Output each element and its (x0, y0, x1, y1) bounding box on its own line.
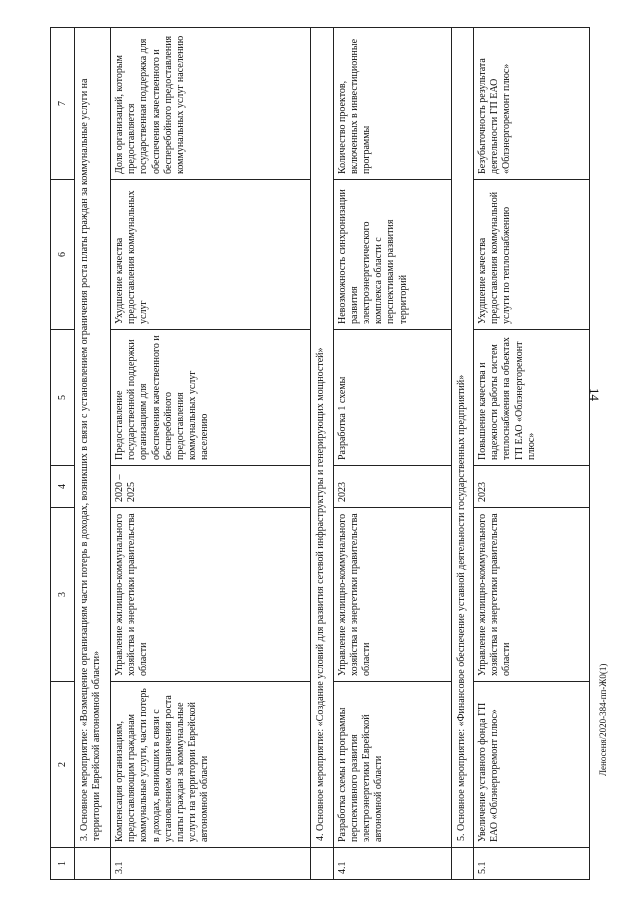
indicator: Доля организаций, которым предоставляется государственная поддержка для обеспечения качественного и бесперебойного предоставления коммунальных услуг населению (111, 28, 311, 180)
consequence: Ухудшение качества предоставления коммунальной услуги по теплоснабжению (474, 180, 590, 330)
row-number: 4.1 (333, 848, 451, 880)
section-title: 3. Основное мероприятие: «Возмещение организациям части потерь в доходах, возникших в связи с установлением ограничения роста платы граждан за коммунальные услуги на территории Еврейской автономной области» (75, 28, 111, 848)
executor: Управление жилищно-коммунального хозяйства и энергетики правительства области (111, 508, 311, 682)
expected-result: Повышение качества и надежности работы систем теплоснабжения на объектах ГП ЕАО «Облэнергоремонт плюс» (474, 330, 590, 466)
rotated-table-wrapper (50, 28, 590, 880)
page-number: 14 (587, 388, 602, 401)
period: 2020 – 2025 (111, 466, 311, 508)
period: 2023 (474, 466, 590, 508)
row-number: 5.1 (474, 848, 590, 880)
row-number: 3.1 (111, 848, 311, 880)
executor: Управление жилищно-коммунального хозяйства и энергетики правительства области (333, 508, 451, 682)
header-cell: 5 (51, 330, 75, 466)
expected-result: Разработка 1 схемы (333, 330, 451, 466)
consequence: Невозможность синхронизации развития электроэнергетического комплекса области с перспективами развития территорий (333, 180, 451, 330)
header-cell: 6 (51, 180, 75, 330)
executor: Управление жилищно-коммунального хозяйства и энергетики правительства области (474, 508, 590, 682)
header-cell: 1 (51, 848, 75, 880)
indicator: Безубыточность результата деятельности ГП ЕАО «Облэнергоремонт плюс» (474, 28, 590, 180)
section-title-row (451, 28, 473, 880)
header-cell: 2 (51, 682, 75, 848)
table-row (474, 28, 590, 880)
header-cell: 4 (51, 466, 75, 508)
measure-name: Разработка схемы и программы перспективного развития электроэнергетики Еврейской автономной области (333, 682, 451, 848)
indicator: Количество проектов, включенных в инвестиционные программы (333, 28, 451, 180)
period: 2023 (333, 466, 451, 508)
header-cell: 3 (51, 508, 75, 682)
consequence: Ухудшение качества предоставления коммунальных услуг (111, 180, 311, 330)
section-title-row (311, 28, 333, 880)
table-row (111, 28, 311, 880)
section-title-row (75, 28, 111, 880)
expected-result: Предоставление государственной поддержки организациям для обеспечения качественного и бесперебойного предоставления коммунальных услуг населению (111, 330, 311, 466)
measure-name: Увеличение уставного фонда ГП ЕАО «Облэнергоремонт плюс» (474, 682, 590, 848)
measure-name: Компенсация организациям, предоставляющим гражданам коммунальные услуги, части потерь в доходах, возникших в связи с установлением ограничения роста платы граждан за коммунальные услуги на территории Еврейской автономной области (111, 682, 311, 848)
measures-table (50, 27, 590, 880)
table-row (333, 28, 451, 880)
section-title: 5. Основное мероприятие: «Финансовое обеспечение уставной деятельности государственных предприятий» (451, 28, 473, 848)
document-code: Леносеня/2020-384-пп-Ж0(1) (598, 663, 608, 776)
header-cell: 7 (51, 28, 75, 180)
header-row (51, 28, 75, 880)
section-title: 4. Основное мероприятие: «Создание условий для развития сетевой инфраструктуры и генерирующих мощностей» (311, 28, 333, 848)
